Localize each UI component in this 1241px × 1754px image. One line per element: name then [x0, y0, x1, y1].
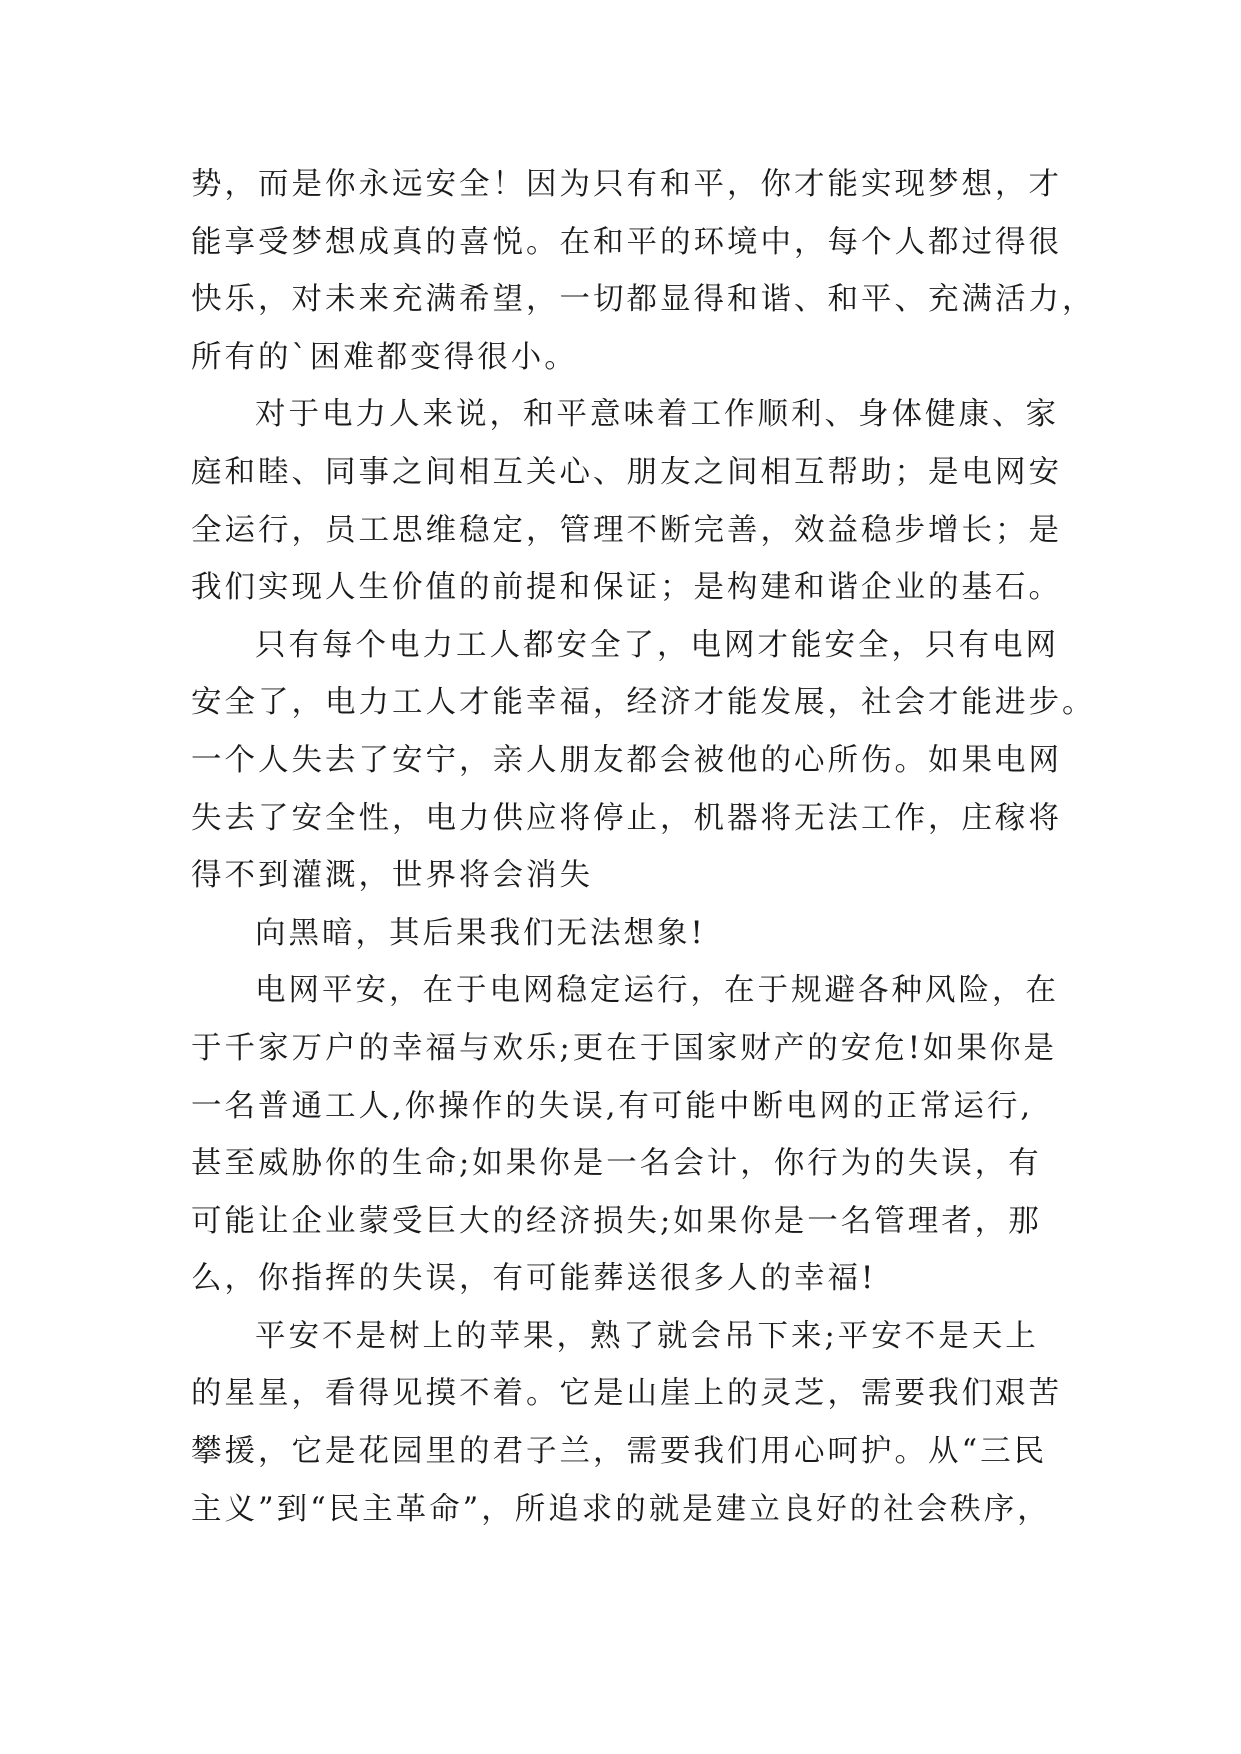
text-line: 于千家万户的幸福与欢乐;更在于国家财产的安危!如果你是	[191, 1030, 1058, 1066]
text-line: 么，你指挥的失误，有可能葬送很多人的幸福!	[191, 1261, 877, 1297]
text-line: 一个人失去了安宁，亲人朋友都会被他的心所伤。如果电网	[191, 742, 1062, 778]
paragraph-first-line: 只有每个电力工人都安全了，电网才能安全，只有电网	[255, 627, 1059, 663]
text-line: 失去了安全性，电力供应将停止，机器将无法工作，庄稼将	[191, 800, 1062, 836]
text-line: 庭和睦、同事之间相互关心、朋友之间相互帮助；是电网安	[191, 454, 1062, 490]
paragraph-first-line: 平安不是树上的苹果，熟了就会吊下来;平安不是天上	[255, 1318, 1039, 1354]
text-line: 全运行，员工思维稳定，管理不断完善，效益稳步增长；是	[191, 512, 1062, 548]
text-line: 安全了，电力工人才能幸福，经济才能发展，社会才能进步。	[191, 685, 1096, 721]
text-line: 能享受梦想成真的喜悦。在和平的环境中，每个人都过得很	[191, 224, 1062, 260]
text-line: 主义”到“民主革命”，所追求的就是建立良好的社会秩序，	[191, 1491, 1051, 1527]
text-line: 可能让企业蒙受巨大的经济损失;如果你是一名管理者，那	[191, 1203, 1042, 1239]
text-line: 得不到灌溉，世界将会消失	[191, 858, 593, 894]
paragraph-first-line: 对于电力人来说，和平意味着工作顺利、身体健康、家	[255, 397, 1059, 433]
text-line: 所有的`困难都变得很小。	[191, 339, 578, 375]
text-line: 的星星，看得见摸不着。它是山崖上的灵芝，需要我们艰苦	[191, 1376, 1062, 1412]
body-text	[191, 156, 1096, 1538]
paragraph-first-line: 电网平安，在于电网稳定运行，在于规避各种风险，在	[255, 973, 1059, 1009]
text-line: 一名普通工人,你操作的失误,有可能中断电网的正常运行,	[191, 1088, 1034, 1124]
paragraph-first-line: 向黑暗，其后果我们无法想象!	[255, 915, 706, 951]
text-line: 攀援，它是花园里的君子兰，需要我们用心呵护。从“三民	[191, 1434, 1048, 1470]
text-line: 势，而是你永远安全！因为只有和平，你才能实现梦想，才	[191, 167, 1062, 202]
text-line: 快乐，对未来充满希望，一切都显得和谐、和平、充满活力，	[191, 282, 1096, 318]
text-line: 我们实现人生价值的前提和保证；是构建和谐企业的基石。	[191, 570, 1062, 606]
text-line: 甚至威胁你的生命;如果你是一名会计，你行为的失误，有	[191, 1146, 1042, 1182]
